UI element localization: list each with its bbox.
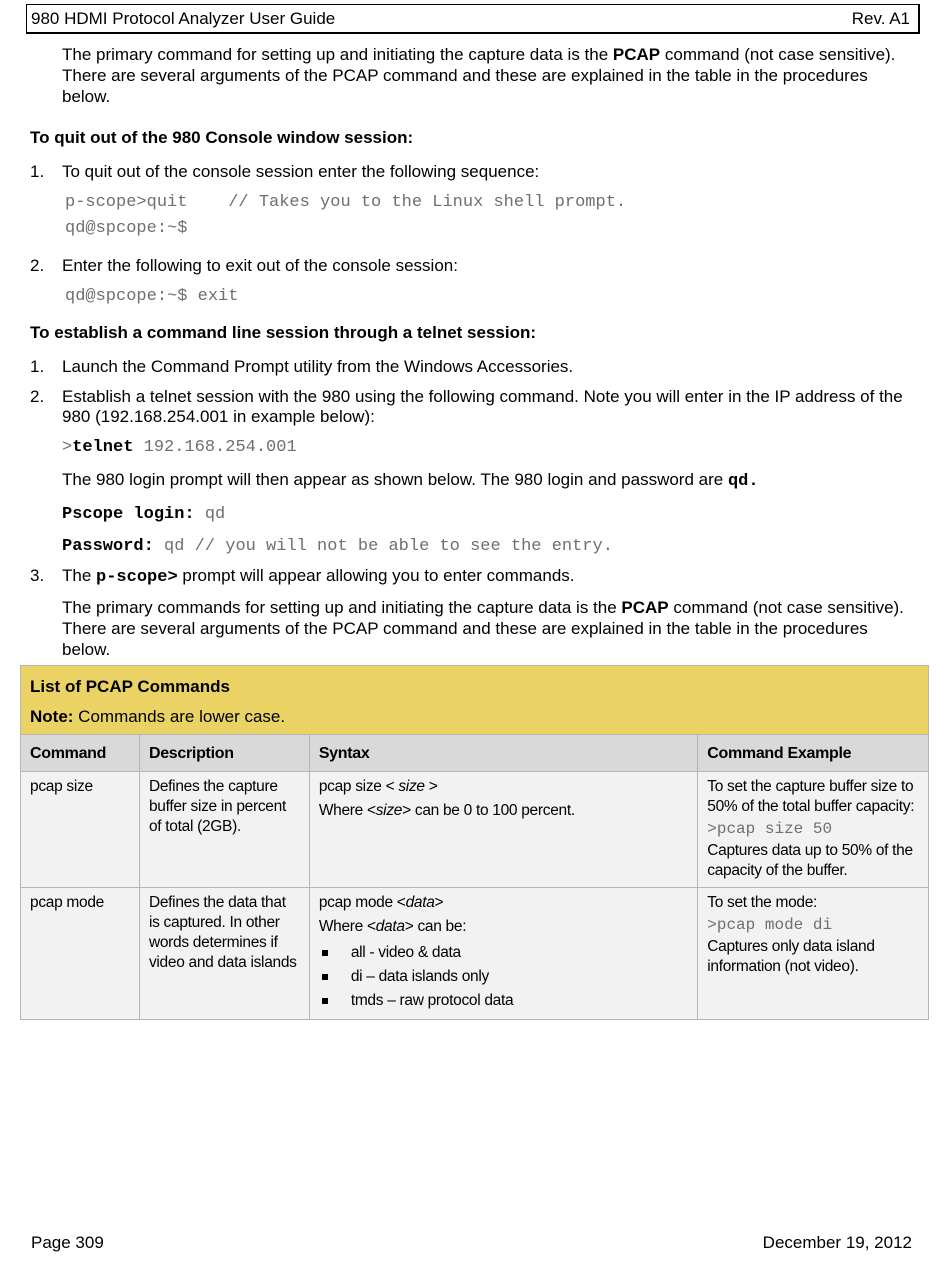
page-number: Page 309	[31, 1233, 104, 1252]
column-header-syntax: Syntax	[309, 735, 697, 772]
example-code: >pcap size 50	[707, 820, 833, 838]
example-code: >pcap mode di	[707, 916, 833, 934]
cell-description: Defines the data that is captured. In other words determines if video and data islands	[139, 888, 309, 1020]
cell-syntax: pcap mode <data> Where <data> can be: all - video & data di – data islands only tmds – raw protocol data	[309, 888, 697, 1020]
telnet-command: >telnet 192.168.254.001	[62, 438, 297, 457]
quit-heading: To quit out of the 980 Console window session:	[30, 128, 414, 147]
doc-title: 980 HDMI Protocol Analyzer User Guide	[31, 8, 336, 28]
login-prompt: Pscope login: qd	[62, 505, 226, 524]
login-paragraph: The 980 login prompt will then appear as shown below. The 980 login and password are qd.	[62, 470, 759, 491]
table-title-row	[21, 666, 929, 735]
commands-paragraph: The primary commands for setting up and initiating the capture data is the PCAP command (not case sensitive). There are several arguments of the PCAP command and these are explained in the table in the procedures below.	[62, 598, 904, 659]
page-header	[26, 4, 920, 34]
cell-command: pcap mode	[21, 888, 140, 1020]
list-item: di – data islands only	[319, 965, 688, 989]
quit-code-block: p-scope>quit // Takes you to the Linux shell prompt. qd@spcope:~$	[65, 193, 627, 238]
cell-example: To set the mode: >pcap mode di Captures only data island information (not video).	[698, 888, 929, 1020]
cell-description: Defines the capture buffer size in percent of total (2GB).	[139, 772, 309, 888]
exit-code: qd@spcope:~$ exit	[65, 287, 239, 306]
telnet-step-3: 3. The p-scope> prompt will appear allowing you to enter commands.	[30, 566, 575, 587]
cell-syntax: pcap size < size > Where <size> can be 0 to 100 percent.	[309, 772, 697, 888]
password-prompt: Password: qd // you will not be able to see the entry.	[62, 537, 613, 556]
intro-paragraph: The primary command for setting up and initiating the capture data is the PCAP command (not case sensitive). There are several arguments of the PCAP command and these are explained in the table in the procedures below.	[62, 45, 896, 106]
telnet-step-1: 1. Launch the Command Prompt utility from the Windows Accessories.	[30, 357, 574, 376]
quit-step-1: 1. To quit out of the console session enter the following sequence:	[30, 162, 540, 181]
table-row	[21, 772, 929, 888]
page-date: December 19, 2012	[762, 1233, 912, 1252]
telnet-step-2: 2. Establish a telnet session with the 980 using the following command. Note you will enter in the IP address of the 980 (192.168.254.001 in example below):	[30, 387, 903, 426]
cell-command: pcap size	[21, 772, 140, 888]
table-title: List of PCAP Commands	[30, 677, 230, 696]
page-footer	[31, 1233, 912, 1253]
table-row	[21, 888, 929, 1020]
telnet-heading: To establish a command line session through a telnet session:	[30, 323, 537, 342]
quit-step-2: 2. Enter the following to exit out of the console session:	[30, 256, 458, 275]
list-item: tmds – raw protocol data	[319, 989, 688, 1013]
doc-revision: Rev. A1	[851, 8, 910, 28]
syntax-bullet-list	[319, 941, 688, 1013]
column-header-example: Command Example	[698, 735, 929, 772]
column-header-description: Description	[139, 735, 309, 772]
table-note: Note: Commands are lower case.	[30, 707, 286, 726]
column-header-command: Command	[21, 735, 140, 772]
pcap-commands-table	[20, 665, 929, 1020]
list-item: all - video & data	[319, 941, 688, 965]
table-header-row	[21, 735, 929, 772]
page-content	[30, 44, 910, 660]
cell-example: To set the capture buffer size to 50% of the total buffer capacity: >pcap size 50 Captures data up to 50% of the capacity of the buffer.	[698, 772, 929, 888]
